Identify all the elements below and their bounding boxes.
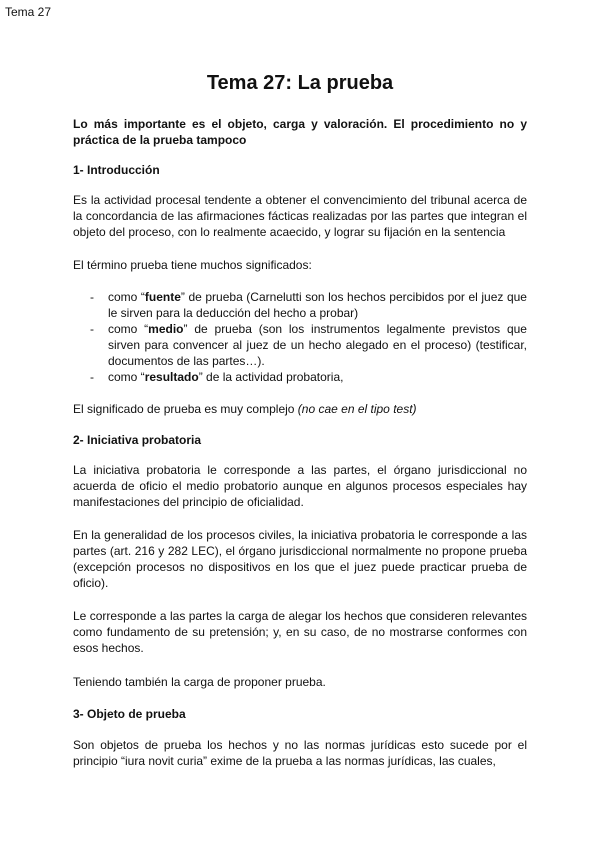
list-text: ” de la actividad probatoria, <box>198 370 344 384</box>
list-text: como “ <box>108 370 145 384</box>
paragraph: La iniciativa probatoria le corresponde a las partes, el órgano jurisdiccional no acuerda de oficio el medio probatorio aunque en algunos procesos especiales hay manifestaciones del principio de oficialidad. <box>73 463 527 509</box>
list-text: como “ <box>108 290 145 304</box>
paragraph: Le corresponde a las partes la carga de alegar los hechos que consideren relevantes como fundamento de su pretensión; y, en su caso, de no mostrarse conformes con esos hechos. <box>73 609 527 655</box>
paragraph: El término prueba tiene muchos significados: <box>73 258 312 272</box>
list-text: ” de prueba (son los instrumentos legalmente previstos que sirven para convencer al juez de un hecho alegado en el proceso) (testificar, documentos de las partes…). <box>108 322 527 368</box>
list-item <box>90 321 527 369</box>
paragraph: Es la actividad procesal tendente a obtener el convencimiento del tribunal acerca de la concordancia de las afirmaciones fácticas realizadas por las partes que integran el objeto del proceso, con lo realmente acaecido, y lograr su fijación en la sentencia <box>73 193 527 239</box>
section-heading-objeto: 3- Objeto de prueba <box>73 707 186 721</box>
list-text: como “ <box>108 322 149 336</box>
list-dash: - <box>90 322 94 336</box>
paragraph-note: (no cae en el tipo test) <box>297 402 417 416</box>
intro-note: Lo más importante es el objeto, carga y valoración. El procedimiento no y práctica de la prueba tampoco <box>73 117 527 147</box>
list-text: ” de prueba (Carnelutti son los hechos percibidos por el juez que le sirven para la deducción del hecho a probar) <box>108 290 527 320</box>
section-heading-introduccion: 1- Introducción <box>73 163 160 177</box>
paragraph-text: El significado de prueba es muy complejo <box>73 402 298 416</box>
document-title: Tema 27: La prueba <box>206 72 394 94</box>
paragraph: Teniendo también la carga de proponer prueba. <box>73 675 326 689</box>
list-keyword: fuente <box>144 290 181 304</box>
list-keyword: resultado <box>144 370 199 384</box>
list-dash: - <box>90 370 94 384</box>
list-keyword: medio <box>148 322 184 336</box>
section-heading-iniciativa: 2- Iniciativa probatoria <box>73 433 202 447</box>
page-header: Tema 27 <box>5 5 52 19</box>
paragraph: Son objetos de prueba los hechos y no las normas jurídicas esto sucede por el principio “iura novit curia” exime de la prueba a las normas jurídicas, las cuales, <box>73 738 527 768</box>
list-item <box>90 369 527 385</box>
list-dash: - <box>90 290 94 304</box>
paragraph: En la generalidad de los procesos civiles, la iniciativa probatoria le corresponde a las partes (art. 216 y 282 LEC), el órgano jurisdiccional normalmente no propone prueba (excepción procesos no dispositivos en los que el juez puede practicar prueba de oficio). <box>73 528 527 590</box>
list-item <box>90 289 527 321</box>
paragraph <box>73 401 527 417</box>
